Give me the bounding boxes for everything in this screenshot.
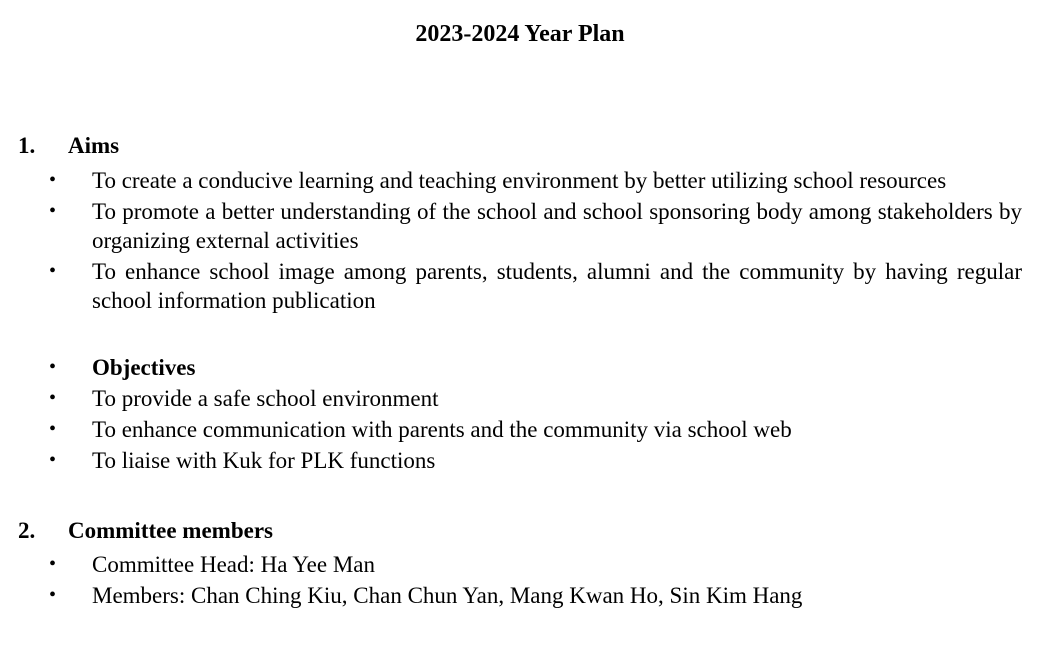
bullet-icon: •: [49, 449, 57, 471]
list-item: [0, 257, 1022, 315]
list-item: [0, 384, 1022, 413]
bullet-icon: •: [49, 553, 57, 575]
bullet-icon: •: [49, 260, 57, 282]
list-item: [0, 581, 1022, 610]
section-heading-aims: [18, 131, 119, 161]
committee-head: Committee Head: Ha Yee Man: [92, 552, 375, 577]
aims-list: [0, 166, 1048, 317]
bullet-icon: •: [49, 584, 57, 606]
list-item: [0, 197, 1022, 255]
objectives-list: [0, 353, 1048, 477]
bullet-icon: •: [49, 200, 57, 222]
bullet-icon: •: [49, 356, 57, 378]
section-heading-committee: [18, 516, 273, 546]
section-number: 2.: [18, 518, 36, 543]
section-title: Committee members: [68, 518, 273, 543]
objectives-title: Objectives: [92, 355, 196, 380]
list-item: [0, 550, 1022, 579]
list-item: [0, 415, 1022, 444]
list-item: [0, 166, 1022, 195]
document-title: 2023-2024 Year Plan: [415, 21, 625, 47]
objective-text: To liaise with Kuk for PLK functions: [92, 448, 436, 473]
objective-text: To enhance communication with parents and the community via school web: [92, 417, 792, 442]
bullet-icon: •: [49, 169, 57, 191]
aim-text: To promote a better understanding of the school and school sponsoring body among stakeholders by organizing external activities: [92, 199, 1022, 253]
objective-text: To provide a safe school environment: [92, 386, 439, 411]
section-number: 1.: [18, 133, 36, 158]
committee-members: Members: Chan Ching Kiu, Chan Chun Yan, Mang Kwan Ho, Sin Kim Hang: [92, 583, 803, 608]
committee-list: [0, 550, 1048, 612]
objectives-heading: [0, 353, 1022, 382]
section-title: Aims: [68, 133, 120, 158]
bullet-icon: •: [49, 387, 57, 409]
bullet-icon: •: [49, 418, 57, 440]
aim-text: To enhance school image among parents, students, alumni and the community by having regular school information publication: [92, 259, 1022, 313]
list-item: [0, 446, 1022, 475]
aim-text: To create a conducive learning and teaching environment by better utilizing school resources: [92, 168, 947, 193]
